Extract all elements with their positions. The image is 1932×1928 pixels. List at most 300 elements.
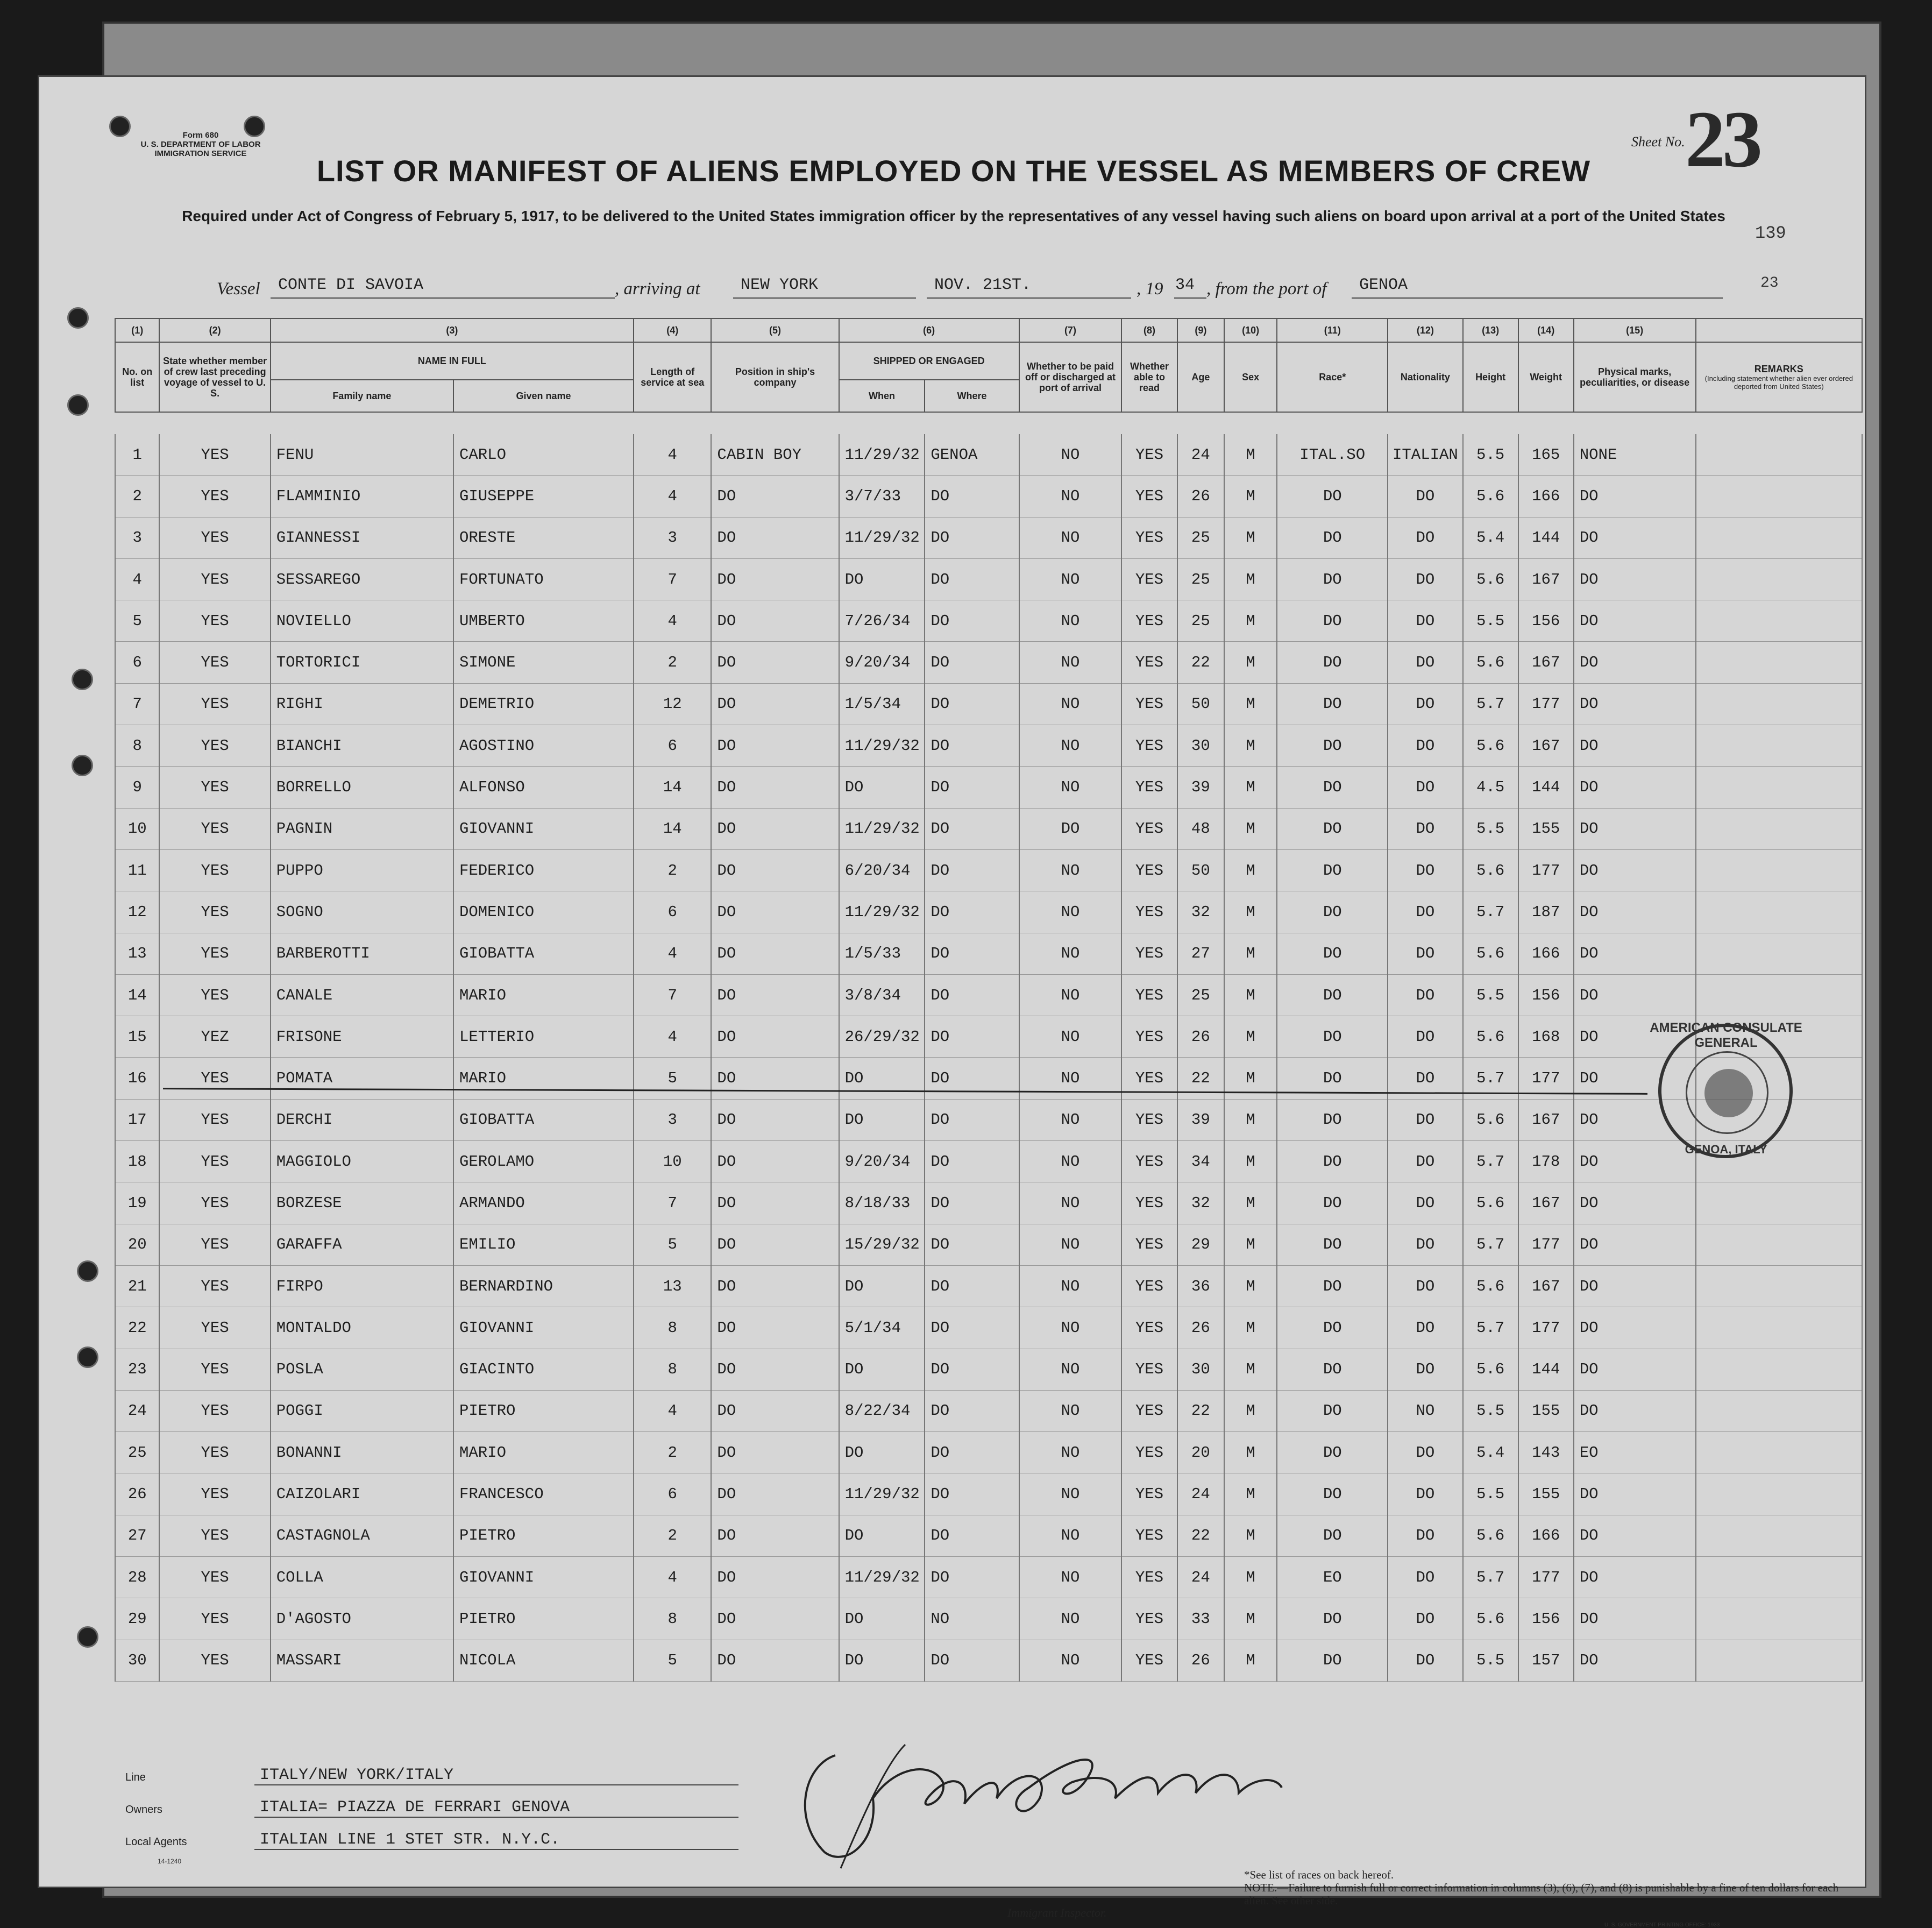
sex-cell: M (1224, 517, 1277, 558)
previous-voyage-cell: YES (159, 1557, 270, 1598)
punch-hole (77, 1626, 98, 1648)
physical-marks-cell: DO (1574, 849, 1696, 891)
race-cell: DO (1277, 891, 1388, 933)
row-number-cell: 11 (115, 849, 159, 891)
nationality-cell: DO (1388, 476, 1462, 517)
length-of-service-cell: 2 (634, 1432, 711, 1473)
shipped-when-cell: 3/8/34 (839, 974, 925, 1016)
age-cell: 26 (1177, 1307, 1225, 1349)
position-cell: DO (711, 849, 839, 891)
header-able-to-read: Whether able to read (1121, 342, 1177, 412)
table-row (115, 683, 1862, 725)
position-cell: DO (711, 1307, 839, 1349)
position-cell: DO (711, 1265, 839, 1307)
header-height: Height (1463, 342, 1518, 412)
age-cell: 24 (1177, 1473, 1225, 1515)
shipped-when-cell: 5/1/34 (839, 1307, 925, 1349)
weight-cell: 144 (1518, 1349, 1574, 1390)
crew-rows (115, 434, 1862, 1681)
paid-off-cell: NO (1019, 767, 1122, 808)
remarks-title: REMARKS (1754, 364, 1803, 374)
punch-hole (67, 394, 89, 416)
row-number-cell: 1 (115, 434, 159, 476)
able-to-read-cell: YES (1121, 1265, 1177, 1307)
row-number-cell: 4 (115, 558, 159, 600)
length-of-service-cell: 8 (634, 1307, 711, 1349)
shipped-where-cell: DO (925, 1515, 1019, 1556)
shipped-where-cell: DO (925, 1473, 1019, 1515)
previous-voyage-cell: YES (159, 725, 270, 767)
nationality-cell: DO (1388, 1265, 1462, 1307)
weight-cell: 143 (1518, 1432, 1574, 1473)
position-cell: DO (711, 600, 839, 642)
position-cell: DO (711, 1099, 839, 1140)
table-row (115, 1557, 1862, 1598)
physical-marks-cell: DO (1574, 933, 1696, 974)
previous-voyage-cell: YES (159, 683, 270, 725)
shipped-when-cell: 11/29/32 (839, 891, 925, 933)
family-name-cell: FRISONE (271, 1016, 453, 1058)
nationality-cell: DO (1388, 558, 1462, 600)
shipped-when-cell: 9/20/34 (839, 642, 925, 683)
row-number-cell: 23 (115, 1349, 159, 1390)
length-of-service-cell: 5 (634, 1640, 711, 1681)
position-cell: DO (711, 1598, 839, 1640)
weight-cell: 177 (1518, 683, 1574, 725)
physical-marks-cell: DO (1574, 1473, 1696, 1515)
shipped-when-cell: DO (839, 1099, 925, 1140)
race-cell: DO (1277, 1640, 1388, 1681)
previous-voyage-cell: YES (159, 1349, 270, 1390)
weight-cell: 178 (1518, 1141, 1574, 1182)
col-num: (6) (839, 318, 1019, 342)
race-cell: DO (1277, 808, 1388, 849)
punch-hole (77, 1346, 98, 1368)
weight-cell: 166 (1518, 933, 1574, 974)
race-cell: DO (1277, 476, 1388, 517)
sex-cell: M (1224, 849, 1277, 891)
paid-off-cell: NO (1019, 891, 1122, 933)
paid-off-cell: NO (1019, 1473, 1122, 1515)
handwritten-number-right: 23 (1760, 275, 1779, 292)
sex-cell: M (1224, 1432, 1277, 1473)
previous-voyage-cell: YES (159, 1598, 270, 1640)
given-name-cell: GIOBATTA (453, 933, 634, 974)
position-cell: DO (711, 476, 839, 517)
shipped-when-cell: DO (839, 1265, 925, 1307)
position-cell: DO (711, 1058, 839, 1099)
paid-off-cell: NO (1019, 1224, 1122, 1265)
physical-marks-cell: DO (1574, 1557, 1696, 1598)
given-name-cell: DOMENICO (453, 891, 634, 933)
vessel-name: CONTE DI SAVOIA (271, 276, 615, 299)
line-label: Line (125, 1771, 146, 1783)
race-cell: EO (1277, 1557, 1388, 1598)
paid-off-cell: NO (1019, 1432, 1122, 1473)
sex-cell: M (1224, 1307, 1277, 1349)
nationality-cell: DO (1388, 683, 1462, 725)
owners-label: Owners (125, 1804, 162, 1816)
physical-marks-cell: DO (1574, 1598, 1696, 1640)
shipped-when-cell: DO (839, 1432, 925, 1473)
arrival-year: 34 (1174, 276, 1206, 299)
penalty-note: NOTE.—Failure to furnish full or correct information in columns (3), (6), (7), and (8) is punishable by a fine of ten dollars for each alien. See other side. (1244, 1881, 1839, 1907)
nationality-cell: DO (1388, 1349, 1462, 1390)
shipped-where-cell: DO (925, 849, 1019, 891)
department-name: U. S. DEPARTMENT OF LABOR (140, 140, 261, 149)
height-cell: 5.6 (1463, 642, 1518, 683)
service-name: IMMIGRATION SERVICE (154, 149, 247, 158)
nationality-cell: DO (1388, 891, 1462, 933)
height-cell: 5.6 (1463, 1016, 1518, 1058)
age-cell: 26 (1177, 476, 1225, 517)
weight-cell: 155 (1518, 1473, 1574, 1515)
sex-cell: M (1224, 974, 1277, 1016)
race-cell: DO (1277, 1598, 1388, 1640)
agents-label: Local Agents (125, 1836, 187, 1848)
weight-cell: 166 (1518, 1515, 1574, 1556)
paid-off-cell: NO (1019, 1016, 1122, 1058)
length-of-service-cell: 5 (634, 1058, 711, 1099)
length-of-service-cell: 6 (634, 1473, 711, 1515)
row-number-cell: 20 (115, 1224, 159, 1265)
remarks-cell (1696, 767, 1862, 808)
given-name-cell: GIOVANNI (453, 1307, 634, 1349)
header-position: Position in ship's company (711, 342, 839, 412)
physical-marks-cell: DO (1574, 600, 1696, 642)
length-of-service-cell: 8 (634, 1349, 711, 1390)
race-cell: DO (1277, 1473, 1388, 1515)
height-cell: 5.7 (1463, 1058, 1518, 1099)
table-row (115, 1265, 1862, 1307)
height-cell: 5.5 (1463, 1390, 1518, 1431)
owners-row (125, 1798, 771, 1822)
paid-off-cell: NO (1019, 517, 1122, 558)
header-shipped-or-engaged: SHIPPED OR ENGAGED (839, 342, 1019, 380)
height-cell: 5.6 (1463, 1182, 1518, 1224)
able-to-read-cell: YES (1121, 1515, 1177, 1556)
table-row (115, 600, 1862, 642)
race-cell: DO (1277, 1432, 1388, 1473)
weight-cell: 156 (1518, 1598, 1574, 1640)
physical-marks-cell: DO (1574, 683, 1696, 725)
paid-off-cell: NO (1019, 1390, 1122, 1431)
physical-marks-cell: DO (1574, 1016, 1696, 1058)
nationality-cell: DO (1388, 1515, 1462, 1556)
header-given-name: Given name (453, 380, 634, 412)
shipped-when-cell: 1/5/34 (839, 683, 925, 725)
shipped-where-cell: DO (925, 1058, 1019, 1099)
length-of-service-cell: 4 (634, 476, 711, 517)
nationality-cell: DO (1388, 1224, 1462, 1265)
sex-cell: M (1224, 1265, 1277, 1307)
shipped-when-cell: 11/29/32 (839, 808, 925, 849)
physical-marks-cell: DO (1574, 1307, 1696, 1349)
physical-marks-cell: DO (1574, 767, 1696, 808)
previous-voyage-cell: YEZ (159, 1016, 270, 1058)
able-to-read-cell: YES (1121, 891, 1177, 933)
col-num: (5) (711, 318, 839, 342)
sex-cell: M (1224, 1349, 1277, 1390)
stamp-top-text: AMERICAN CONSULATE GENERAL (1650, 1020, 1802, 1050)
row-number-cell: 29 (115, 1598, 159, 1640)
shipped-when-cell: 9/20/34 (839, 1141, 925, 1182)
previous-voyage-cell: YES (159, 808, 270, 849)
able-to-read-cell: YES (1121, 1640, 1177, 1681)
shipped-where-cell: DO (925, 1224, 1019, 1265)
height-cell: 5.7 (1463, 891, 1518, 933)
nationality-cell: DO (1388, 517, 1462, 558)
height-cell: 5.7 (1463, 1224, 1518, 1265)
weight-cell: 167 (1518, 725, 1574, 767)
race-cell: DO (1277, 1349, 1388, 1390)
row-number-cell: 21 (115, 1265, 159, 1307)
height-cell: 5.6 (1463, 1265, 1518, 1307)
race-cell: DO (1277, 849, 1388, 891)
given-name-cell: SIMONE (453, 642, 634, 683)
shipped-where-cell: DO (925, 476, 1019, 517)
shipped-where-cell: DO (925, 600, 1019, 642)
given-name-cell: FORTUNATO (453, 558, 634, 600)
header-name-in-full: NAME IN FULL (271, 342, 634, 380)
position-cell: DO (711, 767, 839, 808)
table-row (115, 1016, 1862, 1058)
header-no-on-list: No. on list (115, 342, 159, 412)
remarks-cell (1696, 1640, 1862, 1681)
paid-off-cell: NO (1019, 849, 1122, 891)
paid-off-cell: NO (1019, 600, 1122, 642)
sex-cell: M (1224, 933, 1277, 974)
family-name-cell: CAIZOLARI (271, 1473, 453, 1515)
shipped-when-cell: 7/26/34 (839, 600, 925, 642)
remarks-cell (1696, 600, 1862, 642)
race-cell: DO (1277, 1224, 1388, 1265)
age-cell: 32 (1177, 1182, 1225, 1224)
physical-marks-cell: DO (1574, 1058, 1696, 1099)
physical-marks-cell: DO (1574, 808, 1696, 849)
nationality-cell: DO (1388, 933, 1462, 974)
table-row (115, 434, 1862, 476)
remarks-cell (1696, 683, 1862, 725)
remarks-subtitle: (Including statement whether alien ever ordered deported from United States) (1704, 374, 1853, 391)
age-cell: 20 (1177, 1432, 1225, 1473)
position-cell: DO (711, 808, 839, 849)
form-code: 14-1240 (158, 1858, 182, 1865)
row-number-cell: 10 (115, 808, 159, 849)
sex-cell: M (1224, 476, 1277, 517)
physical-marks-cell: DO (1574, 974, 1696, 1016)
given-name-cell: UMBERTO (453, 600, 634, 642)
able-to-read-cell: YES (1121, 1473, 1177, 1515)
remarks-cell (1696, 808, 1862, 849)
paid-off-cell: NO (1019, 1058, 1122, 1099)
length-of-service-cell: 10 (634, 1141, 711, 1182)
arrival-port: NEW YORK (733, 276, 916, 299)
length-of-service-cell: 2 (634, 642, 711, 683)
height-cell: 5.6 (1463, 1099, 1518, 1140)
race-cell: DO (1277, 725, 1388, 767)
table-row (115, 1099, 1862, 1140)
paid-off-cell: NO (1019, 558, 1122, 600)
given-name-cell: PIETRO (453, 1390, 634, 1431)
stamp-bottom-text: GENOA, ITALY (1685, 1143, 1767, 1156)
shipped-when-cell: 3/7/33 (839, 476, 925, 517)
previous-voyage-cell: YES (159, 849, 270, 891)
header-length-of-service: Length of service at sea (634, 342, 711, 412)
previous-voyage-cell: YES (159, 642, 270, 683)
age-cell: 27 (1177, 933, 1225, 974)
able-to-read-cell: YES (1121, 600, 1177, 642)
shipped-where-cell: DO (925, 1390, 1019, 1431)
able-to-read-cell: YES (1121, 1058, 1177, 1099)
footnotes (1244, 1868, 1857, 1907)
family-name-cell: BONANNI (271, 1432, 453, 1473)
family-name-cell: SESSAREGO (271, 558, 453, 600)
row-number-cell: 5 (115, 600, 159, 642)
weight-cell: 177 (1518, 1224, 1574, 1265)
nationality-cell: DO (1388, 767, 1462, 808)
shipped-where-cell: DO (925, 1349, 1019, 1390)
sex-cell: M (1224, 434, 1277, 476)
nationality-cell: DO (1388, 642, 1462, 683)
shipped-when-cell: 6/20/34 (839, 849, 925, 891)
shipped-when-cell: DO (839, 1598, 925, 1640)
height-cell: 5.7 (1463, 683, 1518, 725)
previous-voyage-cell: YES (159, 1515, 270, 1556)
given-name-cell: GIOBATTA (453, 1099, 634, 1140)
shipped-when-cell: 26/29/32 (839, 1016, 925, 1058)
previous-voyage-cell: YES (159, 933, 270, 974)
row-number-cell: 26 (115, 1473, 159, 1515)
physical-marks-cell: DO (1574, 1349, 1696, 1390)
weight-cell: 167 (1518, 558, 1574, 600)
shipped-when-cell: DO (839, 1349, 925, 1390)
table-row (115, 558, 1862, 600)
row-number-cell: 18 (115, 1141, 159, 1182)
height-cell: 5.5 (1463, 434, 1518, 476)
age-cell: 39 (1177, 1099, 1225, 1140)
table-row (115, 1224, 1862, 1265)
able-to-read-cell: YES (1121, 1349, 1177, 1390)
length-of-service-cell: 2 (634, 1515, 711, 1556)
paid-off-cell: NO (1019, 1640, 1122, 1681)
row-number-cell: 28 (115, 1557, 159, 1598)
height-cell: 5.6 (1463, 1349, 1518, 1390)
height-cell: 5.7 (1463, 1557, 1518, 1598)
length-of-service-cell: 13 (634, 1265, 711, 1307)
shipped-where-cell: DO (925, 683, 1019, 725)
able-to-read-cell: YES (1121, 1432, 1177, 1473)
given-name-cell: GIOVANNI (453, 1557, 634, 1598)
length-of-service-cell: 2 (634, 849, 711, 891)
remarks-cell (1696, 1349, 1862, 1390)
able-to-read-cell: YES (1121, 1141, 1177, 1182)
vessel-label: Vessel (217, 279, 260, 299)
shipped-where-cell: DO (925, 767, 1019, 808)
shipped-where-cell: DO (925, 1141, 1019, 1182)
previous-voyage-cell: YES (159, 1640, 270, 1681)
nationality-cell: DO (1388, 1473, 1462, 1515)
previous-voyage-cell: YES (159, 891, 270, 933)
previous-voyage-cell: YES (159, 1390, 270, 1431)
shipped-when-cell: DO (839, 1515, 925, 1556)
weight-cell: 167 (1518, 1099, 1574, 1140)
nationality-cell: NO (1388, 1390, 1462, 1431)
physical-marks-cell: DO (1574, 1515, 1696, 1556)
row-number-cell: 6 (115, 642, 159, 683)
able-to-read-cell: YES (1121, 558, 1177, 600)
voyage-line (39, 276, 1868, 303)
page-subtitle: Required under Act of Congress of February 5, 1917, to be delivered to the United States immigration officer by the representatives of any vessel having such aliens on board upon arrival at a port of the United States (182, 208, 1725, 224)
given-name-cell: EMILIO (453, 1224, 634, 1265)
family-name-cell: SOGNO (271, 891, 453, 933)
weight-cell: 177 (1518, 849, 1574, 891)
length-of-service-cell: 5 (634, 1224, 711, 1265)
paid-off-cell: NO (1019, 1349, 1122, 1390)
age-cell: 24 (1177, 434, 1225, 476)
row-number-cell: 19 (115, 1182, 159, 1224)
previous-voyage-cell: YES (159, 1058, 270, 1099)
position-cell: DO (711, 725, 839, 767)
physical-marks-cell: DO (1574, 1265, 1696, 1307)
remarks-cell (1696, 1390, 1862, 1431)
shipped-where-cell: DO (925, 1307, 1019, 1349)
position-cell: DO (711, 1016, 839, 1058)
age-cell: 32 (1177, 891, 1225, 933)
row-number-cell: 9 (115, 767, 159, 808)
col-num: (12) (1388, 318, 1462, 342)
family-name-cell: CANALE (271, 974, 453, 1016)
weight-cell: 157 (1518, 1640, 1574, 1681)
age-cell: 26 (1177, 1640, 1225, 1681)
shipped-when-cell: DO (839, 767, 925, 808)
age-cell: 25 (1177, 600, 1225, 642)
given-name-cell: MARIO (453, 1058, 634, 1099)
position-cell: DO (711, 517, 839, 558)
punch-hole (72, 755, 93, 776)
weight-cell: 155 (1518, 1390, 1574, 1431)
header-previous-voyage: State whether member of crew last preceding voyage of vessel to U. S. (159, 342, 270, 412)
race-cell: DO (1277, 1182, 1388, 1224)
able-to-read-cell: YES (1121, 434, 1177, 476)
weight-cell: 165 (1518, 434, 1574, 476)
inspector-signature (771, 1734, 1309, 1874)
arrival-date: NOV. 21ST. (927, 276, 1131, 299)
header-sex: Sex (1224, 342, 1277, 412)
remarks-cell (1696, 476, 1862, 517)
crew-manifest-table (115, 318, 1863, 1682)
height-cell: 5.6 (1463, 933, 1518, 974)
sex-cell: M (1224, 1099, 1277, 1140)
race-cell: ITAL.SO (1277, 434, 1388, 476)
physical-marks-cell: DO (1574, 1224, 1696, 1265)
family-name-cell: PUPPO (271, 849, 453, 891)
able-to-read-cell: YES (1121, 1182, 1177, 1224)
position-cell: CABIN BOY (711, 434, 839, 476)
shipped-where-cell: DO (925, 1016, 1019, 1058)
height-cell: 5.6 (1463, 725, 1518, 767)
shipped-when-cell: 11/29/32 (839, 434, 925, 476)
remarks-cell (1696, 1598, 1862, 1640)
header-age: Age (1177, 342, 1225, 412)
height-cell: 5.4 (1463, 517, 1518, 558)
row-number-cell: 8 (115, 725, 159, 767)
able-to-read-cell: YES (1121, 1307, 1177, 1349)
nationality-cell: DO (1388, 1016, 1462, 1058)
table-row (115, 974, 1862, 1016)
able-to-read-cell: YES (1121, 974, 1177, 1016)
race-cell: DO (1277, 683, 1388, 725)
